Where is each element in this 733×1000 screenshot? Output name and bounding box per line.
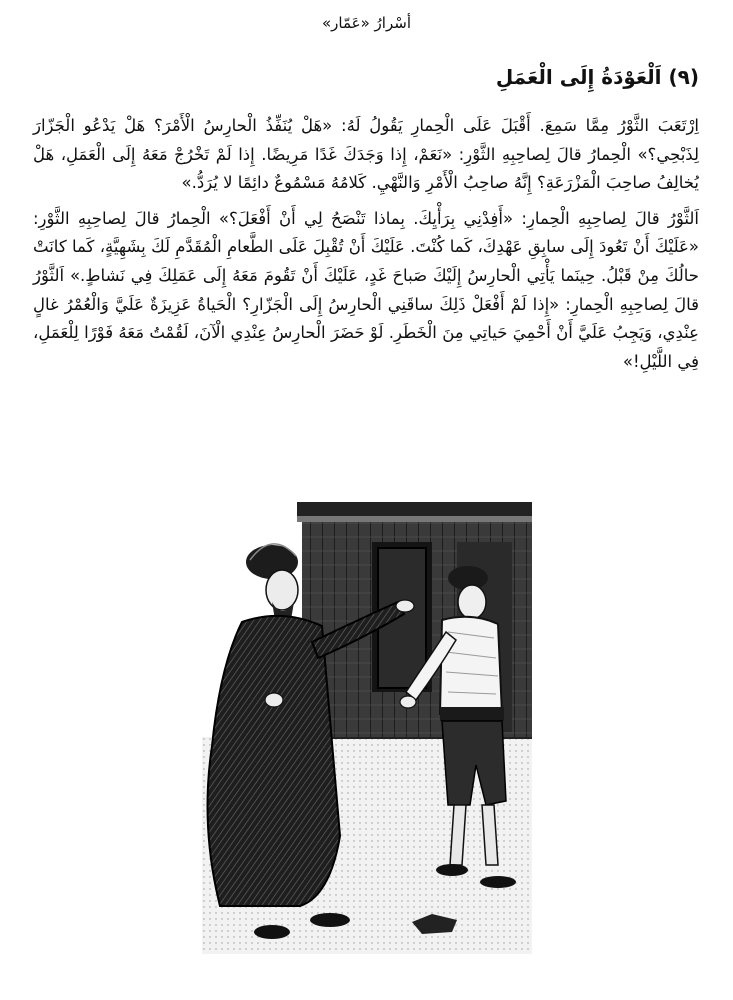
paragraph: اَلثَّوْرُ قالَ لِصاحِبِهِ الْحِمارِ: «أَفِدْنِي بِرَأْيِكَ. بِماذا تَنْصَحُ لِي أَنْ أَفْعَلَ؟» الْحِمارُ قالَ لِصاحِبِهِ الثَّوْرِ: «عَلَيْكَ أَنْ تَعُودَ إِلَى سابِقِ عَهْدِكَ، كَما كُنْتَ. عَلَيْكَ أَنْ تُقْبِلَ عَلَى الطَّعامِ الْمُقَدَّمِ لَكَ بِشَهِيَّةٍ، كَما كانَتْ حالُكَ مِنْ قَبْلُ. حِينَما يَأْتِي الْحارِسُ إِلَيْكَ صَباحَ غَدٍ، عَلَيْكَ أَنْ تَقُومَ مَعَهُ إِلَى عَمَلِكَ فِي نَشاطٍ.» اَلثَّوْرُ قالَ لِصاحِبِهِ الْحِمارِ: «إِذا لَمْ أَفْعَلْ ذَلِكَ ساقَنِي الْحارِسُ إِلَى الْجَزّارِ؟ الْحَياةُ عَزِيزَةٌ عَلَيَّ وَالْعُمْرُ غالٍ عِنْدِي، وَيَجِبُ عَلَيَّ أَنْ أَحْمِيَ حَياتِي مِنَ الْخَطَرِ. لَوْ حَضَرَ الْحارِسُ عِنْدِي الْآنَ، لَقُمْتُ مَعَهُ فَوْرًا لِلْعَمَلِ، فِي اللَّيْلِ!» bbox=[33, 208, 699, 371]
illustration-drawing bbox=[202, 502, 532, 954]
illustration bbox=[202, 502, 532, 954]
story-text bbox=[33, 112, 699, 383]
paragraph: اِرْتَعَبَ الثَّوْرُ مِمَّا سَمِعَ. أَقْبَلَ عَلَى الْحِمارِ يَقُولُ لَهُ: «هَلْ يُنَفِّذُ الْحارِسُ الْأَمْرَ؟ هَلْ يَدْعُو الْجَزّارَ لِذَبْحِي؟» الْحِمارُ قالَ لِصاحِبِهِ الثَّوْرِ: «نَعَمْ، إِذا وَجَدَكَ غَدًا مَرِيضًا. إِذا لَمْ تَخْرُجْ مَعَهُ إِلَى الْعَمَلِ، هَلْ يُخالِفُ صاحِبَ الْمَزْرَعَةِ؟ إِنَّهُ صاحِبُ الْأَمْرِ وَالنَّهْيِ. كَلامُهُ مَسْمُوعٌ دائِمًا لا يُرَدُّ.» bbox=[33, 116, 699, 193]
chapter-title: (٩) اَلْعَوْدَةُ إِلَى الْعَمَلِ bbox=[495, 65, 699, 89]
running-header: أسْرارُ «عَمّار» bbox=[322, 14, 411, 32]
